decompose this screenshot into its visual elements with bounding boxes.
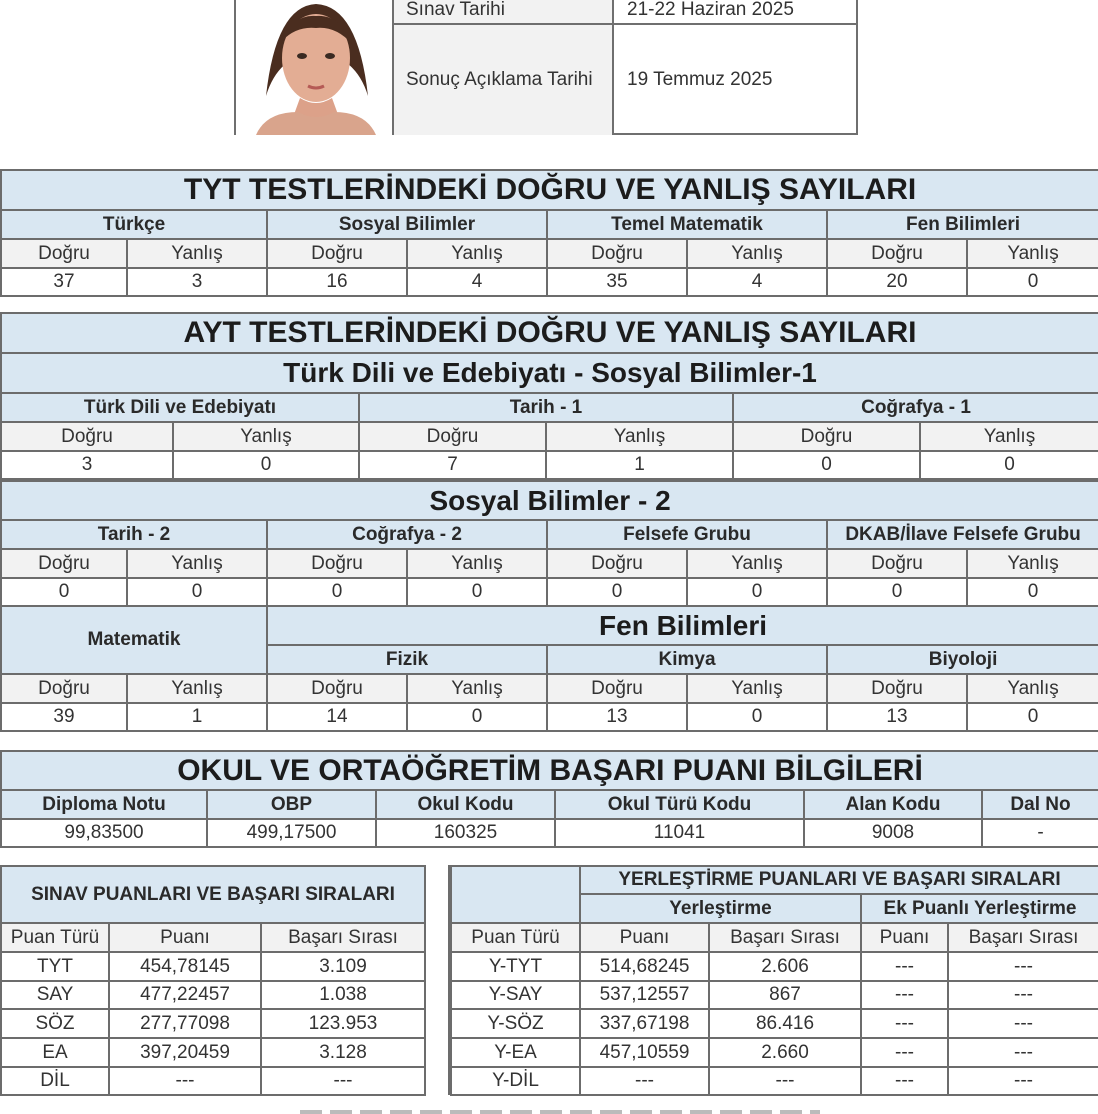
column-header-yanlis: Yanlış xyxy=(407,674,547,703)
okul-header-okul-turu: Okul Türü Kodu xyxy=(555,790,804,819)
column-header-yanlis: Yanlış xyxy=(687,674,827,703)
ayt-test-matematik: Matematik xyxy=(1,606,267,674)
sinav-puan-turu: TYT xyxy=(1,952,109,981)
okul-header-obp: OBP xyxy=(207,790,376,819)
column-header-dogru: Doğru xyxy=(547,549,687,578)
column-header-dogru: Doğru xyxy=(547,674,687,703)
yer-basari-sirasi: 867 xyxy=(709,981,861,1009)
column-header-yanlis: Yanlış xyxy=(173,422,359,451)
tyt-matematik-yanlis: 4 xyxy=(687,268,827,296)
column-header-dogru: Doğru xyxy=(547,239,687,268)
column-header-yanlis: Yanlış xyxy=(407,549,547,578)
ayt-felsefe-yanlis: 0 xyxy=(687,578,827,606)
tyt-test-sosyal: Sosyal Bilimler xyxy=(267,210,547,239)
ayt-cografya2-yanlis: 0 xyxy=(407,578,547,606)
column-header-yanlis: Yanlış xyxy=(546,422,733,451)
yer-basari-sirasi: 2.660 xyxy=(709,1038,861,1067)
yer-basari-sirasi: 2.606 xyxy=(709,952,861,981)
yerlestirme-blank-header xyxy=(451,866,580,923)
column-header-dogru: Doğru xyxy=(827,549,967,578)
column-header-yanlis: Yanlış xyxy=(407,239,547,268)
okul-turu-value: 11041 xyxy=(555,819,804,847)
sinav-header-puani: Puanı xyxy=(109,923,261,952)
ayt-test-biyoloji: Biyoloji xyxy=(827,645,1098,674)
ayt-dkab-dogru: 0 xyxy=(827,578,967,606)
ek-basari-sirasi: --- xyxy=(948,1038,1098,1067)
yer-puani: 537,12557 xyxy=(580,981,709,1009)
yer-puani: --- xyxy=(580,1067,709,1095)
ayt-cografya1-dogru: 0 xyxy=(733,451,920,479)
ayt-group1-title: Türk Dili ve Edebiyatı - Sosyal Bilimler-1 xyxy=(1,353,1098,393)
yer-basari-sirasi: 86.416 xyxy=(709,1009,861,1038)
ayt-biyoloji-yanlis: 0 xyxy=(967,703,1098,731)
ek-puani: --- xyxy=(861,952,948,981)
ayt-test-tarih2: Tarih - 2 xyxy=(1,520,267,549)
dal-no-value: - xyxy=(982,819,1098,847)
tyt-sosyal-yanlis: 4 xyxy=(407,268,547,296)
sinav-puanlari-title: SINAV PUANLARI VE BAŞARI SIRALARI xyxy=(1,866,425,923)
tyt-turkce-dogru: 37 xyxy=(1,268,127,296)
yer-puan-turu: Y-SÖZ xyxy=(451,1009,580,1038)
ayt-table-group2 xyxy=(0,480,1098,732)
sinav-basari-sirasi: --- xyxy=(261,1067,425,1095)
exam-date-label: Sınav Tarihi xyxy=(394,0,614,23)
yerlestirme-group-b: Ek Puanlı Yerleştirme xyxy=(861,894,1098,923)
okul-header-okul-kodu: Okul Kodu xyxy=(376,790,555,819)
ayt-tarih2-yanlis: 0 xyxy=(127,578,267,606)
ayt-cografya2-dogru: 0 xyxy=(267,578,407,606)
ek-basari-sirasi: --- xyxy=(948,1009,1098,1038)
okul-header-diploma: Diploma Notu xyxy=(1,790,207,819)
column-header-yanlis: Yanlış xyxy=(687,549,827,578)
tyt-sosyal-dogru: 16 xyxy=(267,268,407,296)
ayt-kimya-yanlis: 0 xyxy=(687,703,827,731)
ayt-matematik-yanlis: 1 xyxy=(127,703,267,731)
ayt-test-cografya2: Coğrafya - 2 xyxy=(267,520,547,549)
yerlestirme-puanlari-table xyxy=(450,865,1098,1096)
cropped-footer-text xyxy=(300,1104,820,1114)
ayt-edebiyat-yanlis: 0 xyxy=(173,451,359,479)
ayt-test-fizik: Fizik xyxy=(267,645,547,674)
ayt-felsefe-dogru: 0 xyxy=(547,578,687,606)
column-header-yanlis: Yanlış xyxy=(127,239,267,268)
yer-puan-turu: Y-SAY xyxy=(451,981,580,1009)
ayt-biyoloji-dogru: 13 xyxy=(827,703,967,731)
sinav-basari-sirasi: 123.953 xyxy=(261,1009,425,1038)
ayt-title: AYT TESTLERİNDEKİ DOĞRU VE YANLIŞ SAYILARI xyxy=(1,313,1098,353)
ayt-edebiyat-dogru: 3 xyxy=(1,451,173,479)
sinav-puani: 277,77098 xyxy=(109,1009,261,1038)
sinav-puani: --- xyxy=(109,1067,261,1095)
sinav-puan-turu: EA xyxy=(1,1038,109,1067)
candidate-info-box xyxy=(234,0,858,135)
yer-header-puani: Puanı xyxy=(580,923,709,952)
column-header-dogru: Doğru xyxy=(1,549,127,578)
tyt-matematik-dogru: 35 xyxy=(547,268,687,296)
result-date-row xyxy=(394,25,856,135)
column-header-yanlis: Yanlış xyxy=(967,674,1098,703)
ayt-test-cografya1: Coğrafya - 1 xyxy=(733,393,1098,422)
ayt-dkab-yanlis: 0 xyxy=(967,578,1098,606)
sinav-basari-sirasi: 3.109 xyxy=(261,952,425,981)
ayt-test-dkab: DKAB/İlave Felsefe Grubu xyxy=(827,520,1098,549)
sinav-basari-sirasi: 3.128 xyxy=(261,1038,425,1067)
yer-puani: 457,10559 xyxy=(580,1038,709,1067)
ayt-matematik-dogru: 39 xyxy=(1,703,127,731)
ek-puani: --- xyxy=(861,1038,948,1067)
tyt-test-matematik: Temel Matematik xyxy=(547,210,827,239)
sinav-puani: 397,20459 xyxy=(109,1038,261,1067)
ayt-cografya1-yanlis: 0 xyxy=(920,451,1098,479)
yer-header-puan-turu: Puan Türü xyxy=(451,923,580,952)
okul-title: OKUL VE ORTAÖĞRETİM BAŞARI PUANI BİLGİLERİ xyxy=(1,751,1098,790)
okul-header-dal-no: Dal No xyxy=(982,790,1098,819)
yer-puan-turu: Y-TYT xyxy=(451,952,580,981)
tyt-table xyxy=(0,169,1098,297)
yer-puani: 337,67198 xyxy=(580,1009,709,1038)
ayt-tarih1-dogru: 7 xyxy=(359,451,546,479)
okul-kodu-value: 160325 xyxy=(376,819,555,847)
candidate-photo xyxy=(236,0,394,135)
column-header-dogru: Doğru xyxy=(1,674,127,703)
column-header-yanlis: Yanlış xyxy=(920,422,1098,451)
okul-table xyxy=(0,750,1098,848)
ayt-group2-title: Sosyal Bilimler - 2 xyxy=(1,481,1098,520)
tyt-test-fen: Fen Bilimleri xyxy=(827,210,1098,239)
ayt-table-group1 xyxy=(0,312,1098,480)
yer-basari-sirasi: --- xyxy=(709,1067,861,1095)
sinav-puan-turu: DİL xyxy=(1,1067,109,1095)
sinav-puan-turu: SÖZ xyxy=(1,1009,109,1038)
ek-header-puani: Puanı xyxy=(861,923,948,952)
column-header-dogru: Doğru xyxy=(1,239,127,268)
sinav-basari-sirasi: 1.038 xyxy=(261,981,425,1009)
tyt-title: TYT TESTLERİNDEKİ DOĞRU VE YANLIŞ SAYILARI xyxy=(1,170,1098,210)
column-header-yanlis: Yanlış xyxy=(127,549,267,578)
column-header-dogru: Doğru xyxy=(827,239,967,268)
okul-header-alan-kodu: Alan Kodu xyxy=(804,790,982,819)
yerlestirme-group-a: Yerleştirme xyxy=(580,894,861,923)
okul-obp-value: 499,17500 xyxy=(207,819,376,847)
ayt-test-kimya: Kimya xyxy=(547,645,827,674)
sinav-puanlari-table xyxy=(0,865,426,1096)
ayt-fen-title: Fen Bilimleri xyxy=(267,606,1098,645)
ek-basari-sirasi: --- xyxy=(948,1067,1098,1095)
ek-puani: --- xyxy=(861,1009,948,1038)
sinav-puani: 454,78145 xyxy=(109,952,261,981)
column-header-dogru: Doğru xyxy=(359,422,546,451)
candidate-photo-cell xyxy=(236,0,394,135)
ayt-test-tarih1: Tarih - 1 xyxy=(359,393,733,422)
ayt-kimya-dogru: 13 xyxy=(547,703,687,731)
exam-date-value: 21-22 Haziran 2025 xyxy=(627,0,794,20)
tyt-fen-yanlis: 0 xyxy=(967,268,1098,296)
ayt-fizik-dogru: 14 xyxy=(267,703,407,731)
column-header-dogru: Doğru xyxy=(267,239,407,268)
column-header-dogru: Doğru xyxy=(1,422,173,451)
sinav-puan-turu: SAY xyxy=(1,981,109,1009)
ayt-test-felsefe: Felsefe Grubu xyxy=(547,520,827,549)
column-header-dogru: Doğru xyxy=(827,674,967,703)
column-header-yanlis: Yanlış xyxy=(687,239,827,268)
ayt-tarih1-yanlis: 1 xyxy=(546,451,733,479)
tyt-fen-dogru: 20 xyxy=(827,268,967,296)
ek-basari-sirasi: --- xyxy=(948,952,1098,981)
yer-puan-turu: Y-EA xyxy=(451,1038,580,1067)
ek-puani: --- xyxy=(861,1067,948,1095)
ek-puani: --- xyxy=(861,981,948,1009)
column-header-yanlis: Yanlış xyxy=(967,549,1098,578)
yer-header-basari-sirasi: Başarı Sırası xyxy=(709,923,861,952)
column-header-yanlis: Yanlış xyxy=(967,239,1098,268)
ayt-fizik-yanlis: 0 xyxy=(407,703,547,731)
ek-basari-sirasi: --- xyxy=(948,981,1098,1009)
column-header-dogru: Doğru xyxy=(267,549,407,578)
yer-puani: 514,68245 xyxy=(580,952,709,981)
alan-kodu-value: 9008 xyxy=(804,819,982,847)
yerlestirme-title: YERLEŞTİRME PUANLARI VE BAŞARI SIRALARI xyxy=(580,866,1098,894)
ayt-test-edebiyat: Türk Dili ve Edebiyatı xyxy=(1,393,359,422)
sinav-header-puan-turu: Puan Türü xyxy=(1,923,109,952)
okul-diploma-value: 99,83500 xyxy=(1,819,207,847)
ayt-tarih2-dogru: 0 xyxy=(1,578,127,606)
sinav-header-basari-sirasi: Başarı Sırası xyxy=(261,923,425,952)
tyt-test-turkce: Türkçe xyxy=(1,210,267,239)
tyt-turkce-yanlis: 3 xyxy=(127,268,267,296)
column-header-dogru: Doğru xyxy=(733,422,920,451)
yer-puan-turu: Y-DİL xyxy=(451,1067,580,1095)
column-header-dogru: Doğru xyxy=(267,674,407,703)
column-header-yanlis: Yanlış xyxy=(127,674,267,703)
sinav-puani: 477,22457 xyxy=(109,981,261,1009)
result-date-label: Sonuç Açıklama Tarihi xyxy=(394,25,614,135)
ek-header-basari-sirasi: Başarı Sırası xyxy=(948,923,1098,952)
table-separator xyxy=(424,865,450,1095)
exam-date-row xyxy=(394,0,856,25)
result-date-value: 19 Temmuz 2025 xyxy=(627,69,773,90)
